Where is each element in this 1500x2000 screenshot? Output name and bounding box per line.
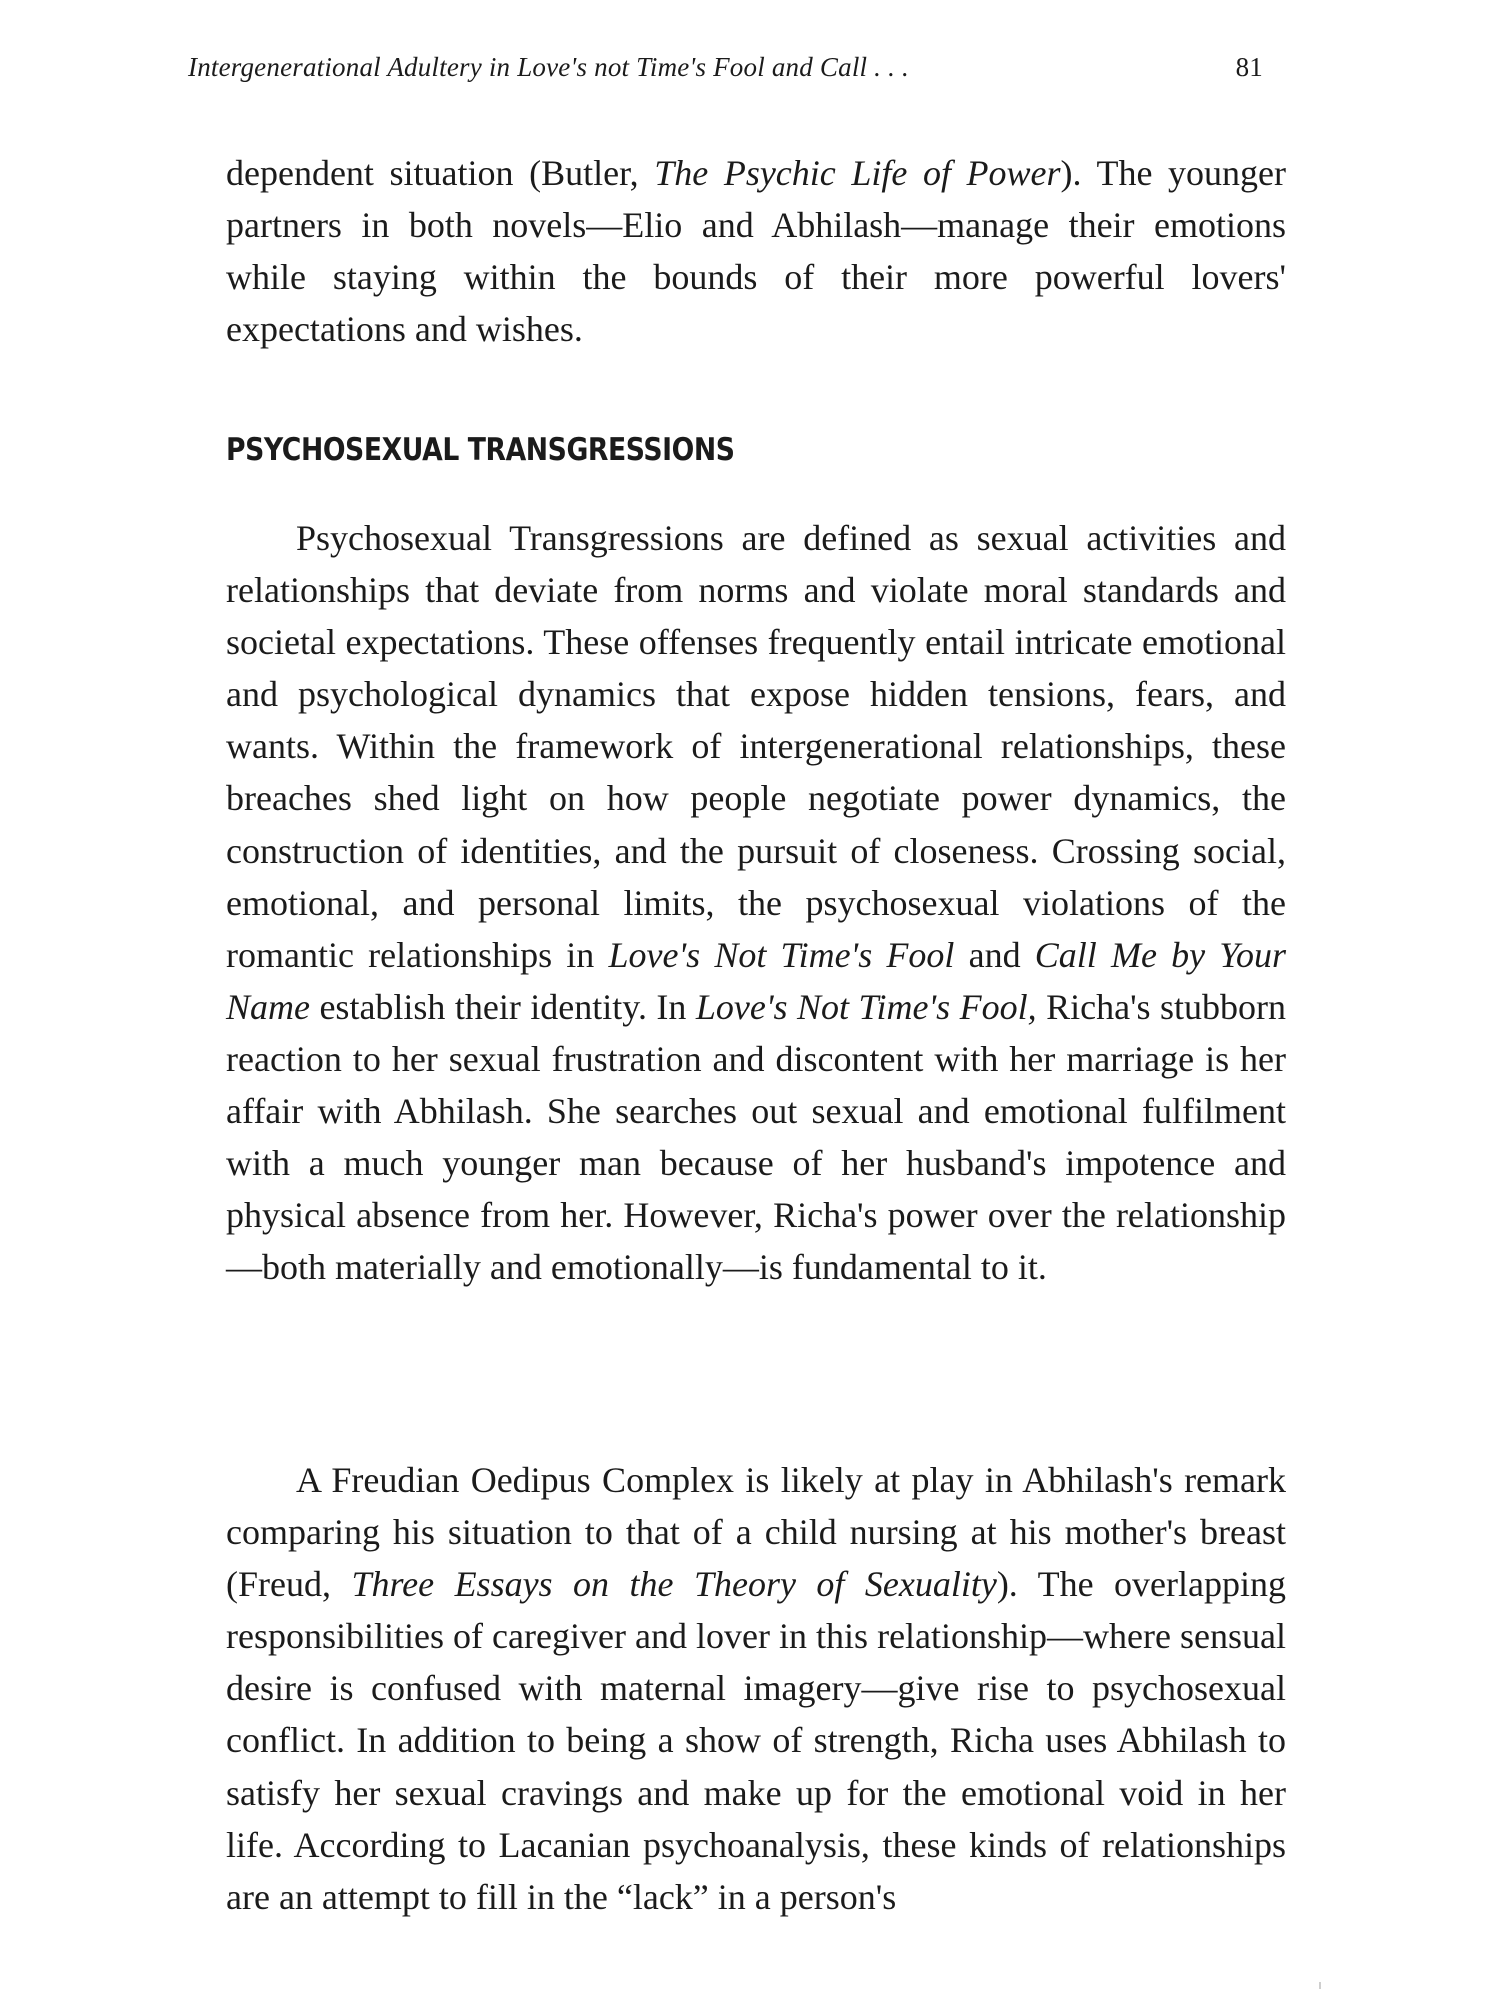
paragraph-psychosexual-definition bbox=[226, 512, 1286, 1293]
paragraph-2-seg5: establish their identity. In bbox=[310, 986, 696, 1027]
paragraph-continued bbox=[226, 147, 1286, 355]
paragraph-1-seg1: dependent situation (Butler, bbox=[226, 153, 655, 193]
paragraph-1-text bbox=[226, 147, 1286, 355]
paragraph-3-seg1: A Freudian Oedipus Complex is likely at play in Abhilash's remark comparing his situation to that of a child nursing at his mother's breast (Freud, bbox=[226, 1460, 1286, 1605]
citation-title-three-essays: Three Essays on the Theory of Sexuality bbox=[351, 1564, 997, 1605]
paragraph-2-seg7: Richa's stubborn reaction to her sexual frustration and discontent with her marriage is her affair with Abhilash. She searches out sexual and emotional fulfilment with a much younger man because of her husband's impotence and physical absence from her. However, Richa's power over the relationship—both materially and emotionally—is fundamental to it. bbox=[226, 986, 1287, 1288]
paragraph-2-seg1: Psychosexual Transgressions are defined as sexual activities and relationships that deviate from norms and violate moral standards and societal expectations. These offenses frequently entail intricate emotional and psychological dynamics that expose hidden tensions, fears, and wants. Within the framework of intergenerational relationships, these breaches shed light on how people negotiate power dynamics, the construction of identities, and the pursuit of closeness. Crossing social, emotional, and personal limits, the psychosexual violations of the romantic relationships in bbox=[226, 518, 1286, 975]
paragraph-2-text bbox=[226, 512, 1286, 1293]
running-head bbox=[188, 52, 1263, 92]
paragraph-oedipus-complex bbox=[226, 1454, 1286, 1923]
running-head-title bbox=[188, 52, 909, 83]
paragraph-1-seg3: ). The younger partners in both novels—Elio and Abhilash—manage their emotions while staying within the bounds of their more powerful lovers' expectations and wishes. bbox=[226, 153, 1286, 350]
page-number: 81 bbox=[1235, 52, 1263, 82]
novel-title-loves-not-times-fool: Love's Not Time's Fool bbox=[608, 934, 955, 975]
paragraph-3-text bbox=[226, 1454, 1286, 1923]
citation-title-psychic-life: The Psychic Life of Power bbox=[654, 153, 1061, 193]
novel-title-call-me-by-your-name: Call Me by Your Name bbox=[226, 934, 1286, 1027]
novel-title-loves-not-times-fool-2: Love's Not Time's Fool, bbox=[695, 986, 1037, 1027]
paragraph-3-seg3: ). The overlapping responsibilities of caregiver and lover in this relationship—where sensual desire is confused with maternal imagery—give rise to psychosexual conflict. In addition to being a show of strength, Richa uses Abhilash to satisfy her sexual cravings and make up for the emotional void in her life. According to Lacanian psychoanalysis, these kinds of relationships are an attempt to fill in the “lack” in a person's bbox=[226, 1564, 1286, 1917]
running-head-title-part1: Intergenerational Adultery in bbox=[188, 52, 518, 82]
paragraph-2-seg3: and bbox=[954, 934, 1035, 975]
running-head-title-part2: Love's not Time's Fool and Call . . . bbox=[517, 52, 909, 82]
section-heading: PSYCHOSEXUAL TRANSGRESSIONS bbox=[226, 432, 735, 468]
scan-artifact-mark bbox=[1319, 1982, 1321, 1989]
